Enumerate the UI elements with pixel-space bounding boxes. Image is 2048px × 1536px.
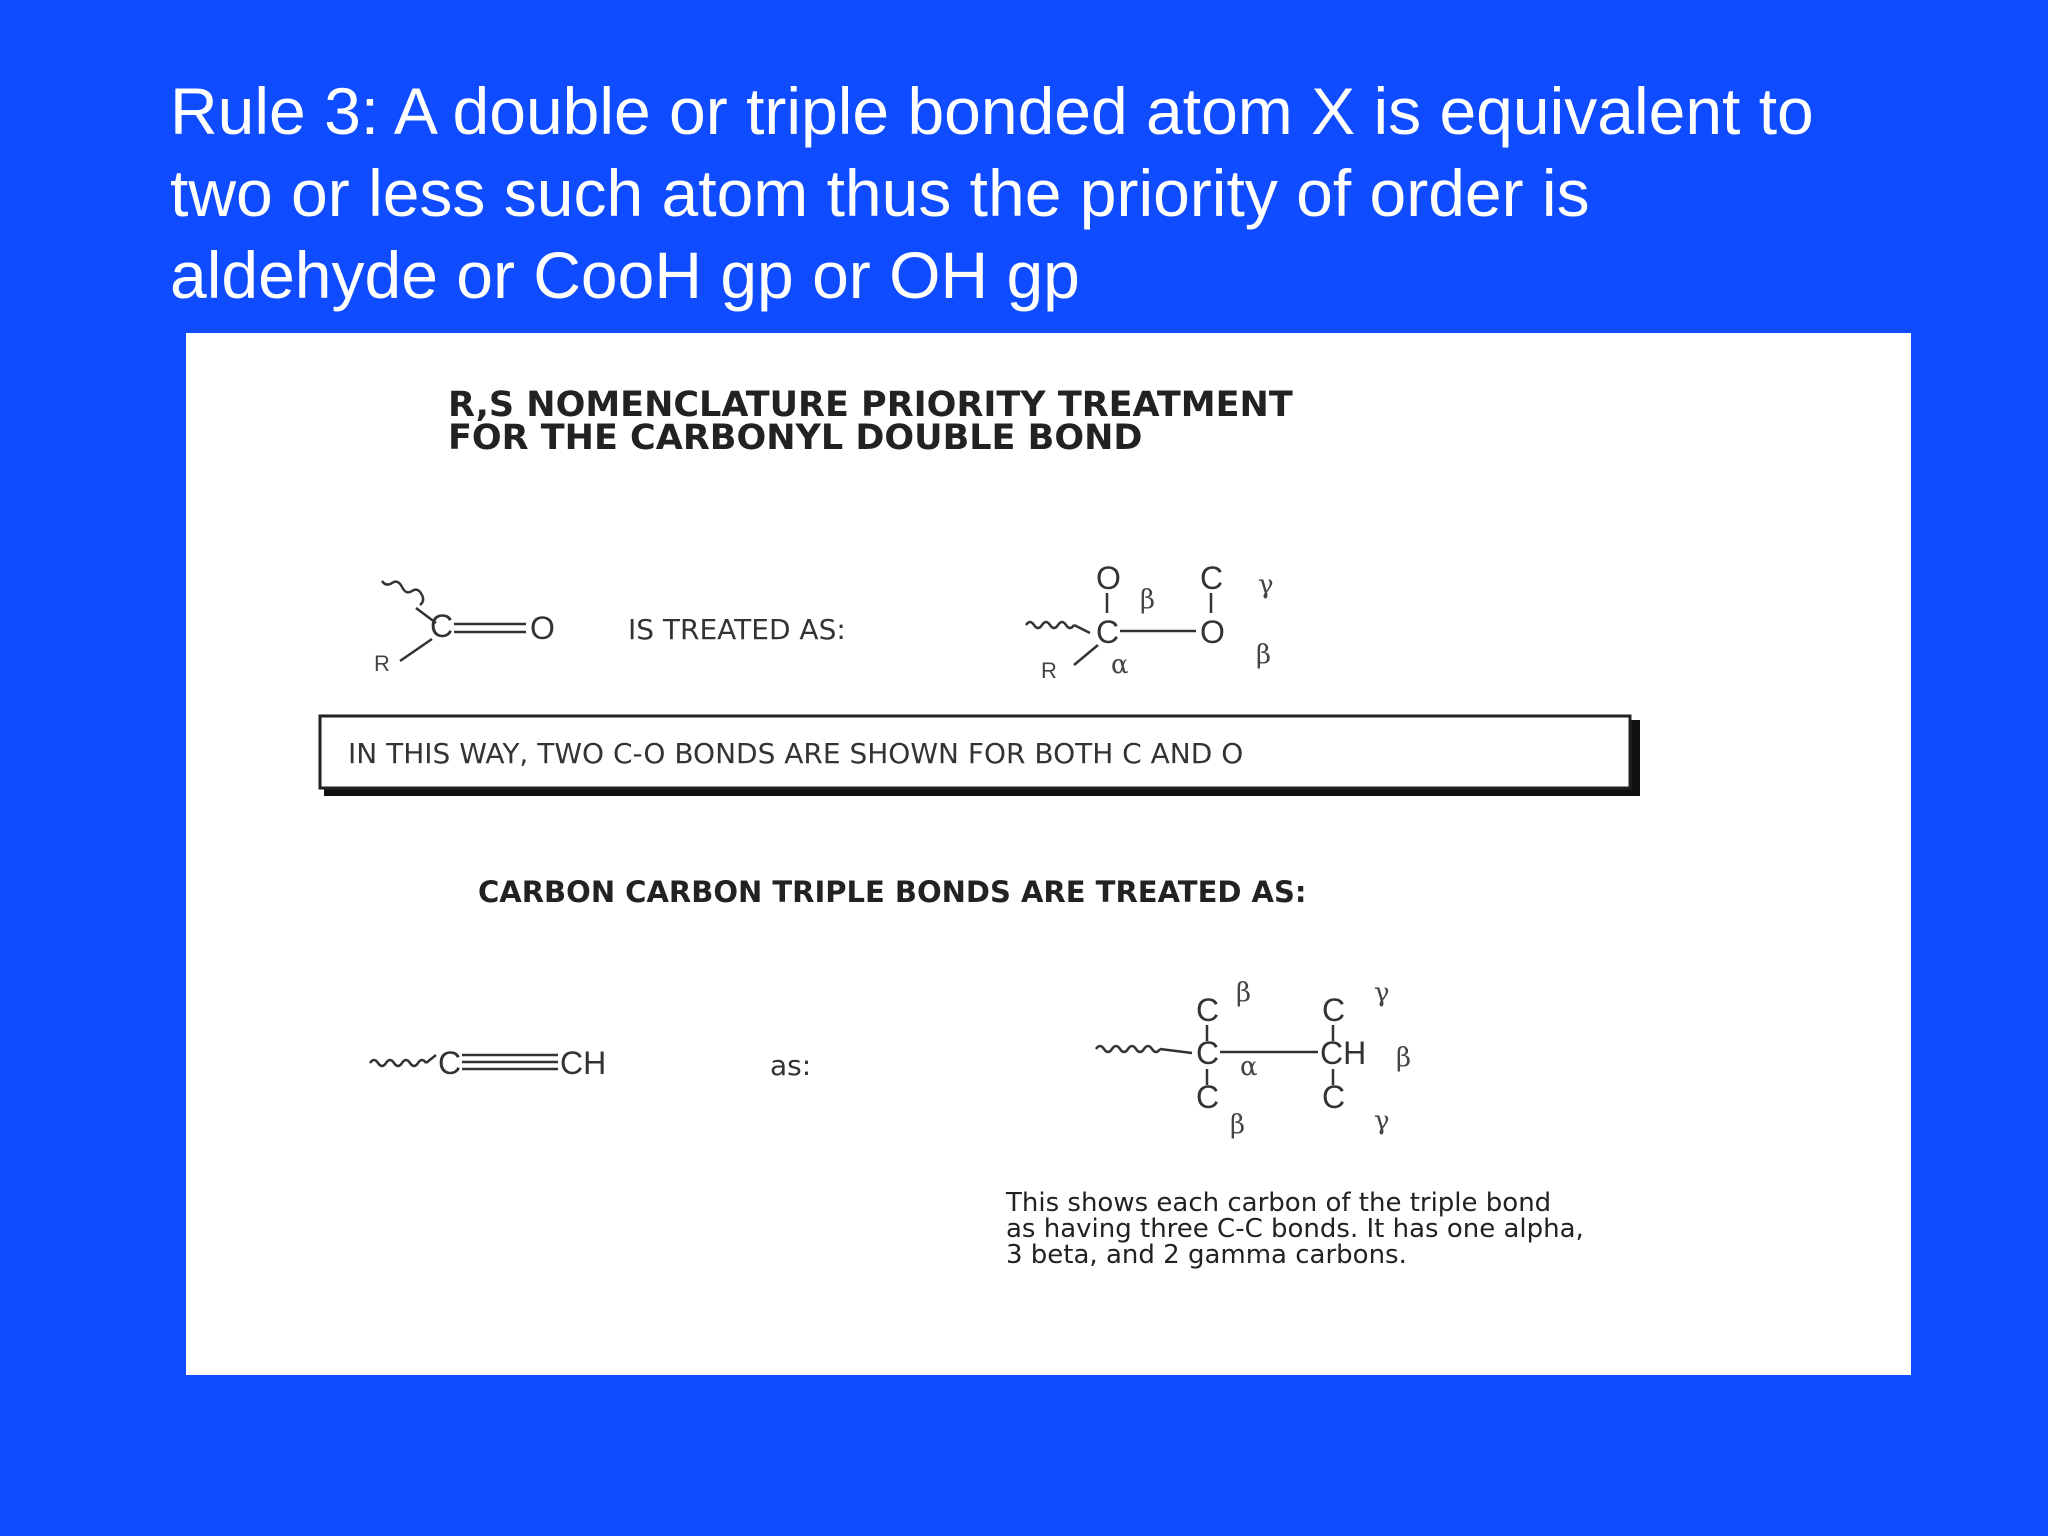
carbonyl-treated-structure [1026, 560, 1274, 683]
gamma-label: γ [1374, 978, 1390, 1008]
bond-line [426, 1055, 436, 1063]
figure-heading-line-2: FOR THE CARBONYL DOUBLE BOND [448, 418, 1143, 458]
atom-c: C [430, 608, 454, 644]
atom-ch-mid-right: CH [1320, 1035, 1367, 1071]
atom-c-top-right: C [1322, 992, 1346, 1028]
bond-line [1074, 625, 1090, 633]
bond-line [400, 639, 432, 661]
gamma-label: γ [1374, 1106, 1390, 1136]
slide-title [170, 70, 1970, 316]
atom-o-right: O [1200, 614, 1225, 650]
atom-ch: CH [560, 1045, 607, 1081]
nomenclature-figure [186, 333, 1911, 1375]
note-line-3: 3 beta, and 2 gamma carbons. [1006, 1240, 1407, 1270]
atom-c-bottom-left: C [1196, 1079, 1220, 1115]
title-line-2: two or less such atom thus the priority of order is [170, 156, 1590, 230]
atom-o: O [530, 610, 555, 646]
alkyne-structure [370, 1045, 606, 1081]
statement-box [320, 716, 1640, 796]
figure-heading-line-1: R,S NOMENCLATURE PRIORITY TREATMENT [448, 385, 1293, 425]
note-line-2: as having three C-C bonds. It has one alpha, [1006, 1214, 1584, 1244]
beta-label: β [1140, 585, 1156, 615]
box-text: IN THIS WAY, TWO C-O BONDS ARE SHOWN FOR BOTH C AND O [348, 737, 1244, 770]
atom-c-center: C [1096, 614, 1120, 650]
note-line-1: This shows each carbon of the triple bond [1006, 1188, 1552, 1218]
title-line-1: Rule 3: A double or triple bonded atom X is equivalent to [170, 74, 1814, 148]
atom-r: R [1041, 658, 1057, 683]
atom-c-top-left: C [1196, 992, 1220, 1028]
atom-c-top: C [1200, 560, 1224, 596]
bond-line [1160, 1049, 1192, 1053]
wavy-bond [370, 1060, 426, 1066]
atom-r: R [374, 651, 390, 676]
beta-label: β [1396, 1043, 1412, 1073]
triple-bond-heading: CARBON CARBON TRIPLE BONDS ARE TREATED AS: [478, 875, 1307, 909]
atom-c-mid-left: C [1196, 1035, 1220, 1071]
atom-o-top: O [1096, 560, 1121, 596]
beta-label: β [1236, 978, 1252, 1008]
atom-c: C [438, 1045, 462, 1081]
wavy-bond [1096, 1046, 1160, 1052]
as-label: as: [770, 1049, 812, 1082]
atom-c-bottom-right: C [1322, 1079, 1346, 1115]
gamma-label: γ [1258, 570, 1274, 600]
wavy-bond [382, 581, 423, 605]
wavy-bond [1026, 622, 1074, 628]
alkyne-treated-structure [1096, 978, 1411, 1140]
alpha-label: α [1111, 650, 1129, 680]
bond-line [1074, 645, 1098, 665]
title-line-3: aldehyde or CooH gp or OH gp [170, 238, 1080, 312]
beta-label: β [1256, 640, 1272, 670]
alpha-label: α [1240, 1052, 1258, 1082]
treated-as-label: IS TREATED AS: [628, 613, 846, 646]
beta-label: β [1230, 1110, 1246, 1140]
carbonyl-structure [374, 581, 555, 676]
figure-panel [186, 333, 1911, 1375]
